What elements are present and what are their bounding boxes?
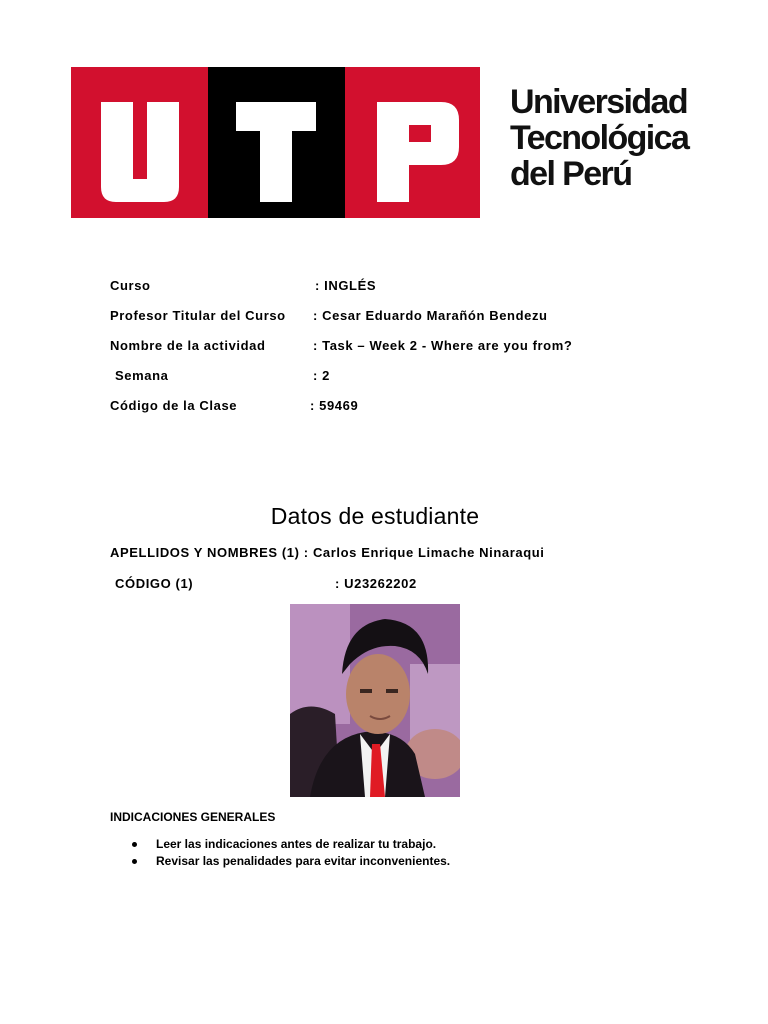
class-code-label: Código de la Clase (110, 398, 238, 413)
list-item (132, 836, 450, 853)
student-name-label: APELLIDOS Y NOMBRES (1) (110, 545, 300, 560)
activity-label: Nombre de la actividad (110, 338, 266, 353)
student-name-value: : Carlos Enrique Limache Ninaraqui (303, 545, 545, 560)
student-name-row (110, 545, 545, 560)
logo-p-glyph (345, 67, 480, 218)
instruction-text: Leer las indicaciones antes de realizar tu trabajo. (156, 837, 437, 851)
student-code-label: CÓDIGO (1) (115, 576, 194, 591)
utp-logo (71, 67, 480, 218)
instructions-title: INDICACIONES GENERALES (110, 810, 276, 824)
student-code-row (115, 576, 417, 591)
student-photo (290, 604, 460, 797)
activity-value: : Task – Week 2 - Where are you from? (313, 338, 573, 353)
university-name (510, 84, 688, 192)
instructions-list (132, 836, 450, 870)
logo-t-glyph (208, 67, 345, 218)
university-line-2: Tecnológica (510, 119, 689, 157)
professor-label: Profesor Titular del Curso (110, 308, 286, 323)
week-value: : 2 (313, 368, 330, 383)
instruction-text: Revisar las penalidades para evitar inconvenientes. (156, 854, 451, 868)
student-section-title: Datos de estudiante (270, 503, 480, 529)
course-value: : INGLÉS (315, 278, 377, 293)
logo-letter-p (345, 67, 480, 218)
bullet-icon (132, 859, 137, 864)
logo-u-glyph (71, 67, 208, 218)
professor-value: : Cesar Eduardo Marañón Bendezu (313, 308, 548, 323)
logo-letter-t (208, 67, 345, 218)
week-label: Semana (115, 368, 169, 383)
list-item (132, 853, 450, 870)
bullet-icon (132, 842, 137, 847)
university-line-1: Universidad (510, 83, 688, 121)
student-code-value: : U23262202 (335, 576, 417, 591)
university-line-3: del Perú (510, 155, 632, 193)
student-photo-graphic (290, 604, 460, 797)
logo-letter-u (71, 67, 208, 218)
course-label: Curso (110, 278, 151, 293)
class-code-value: : 59469 (310, 398, 359, 413)
